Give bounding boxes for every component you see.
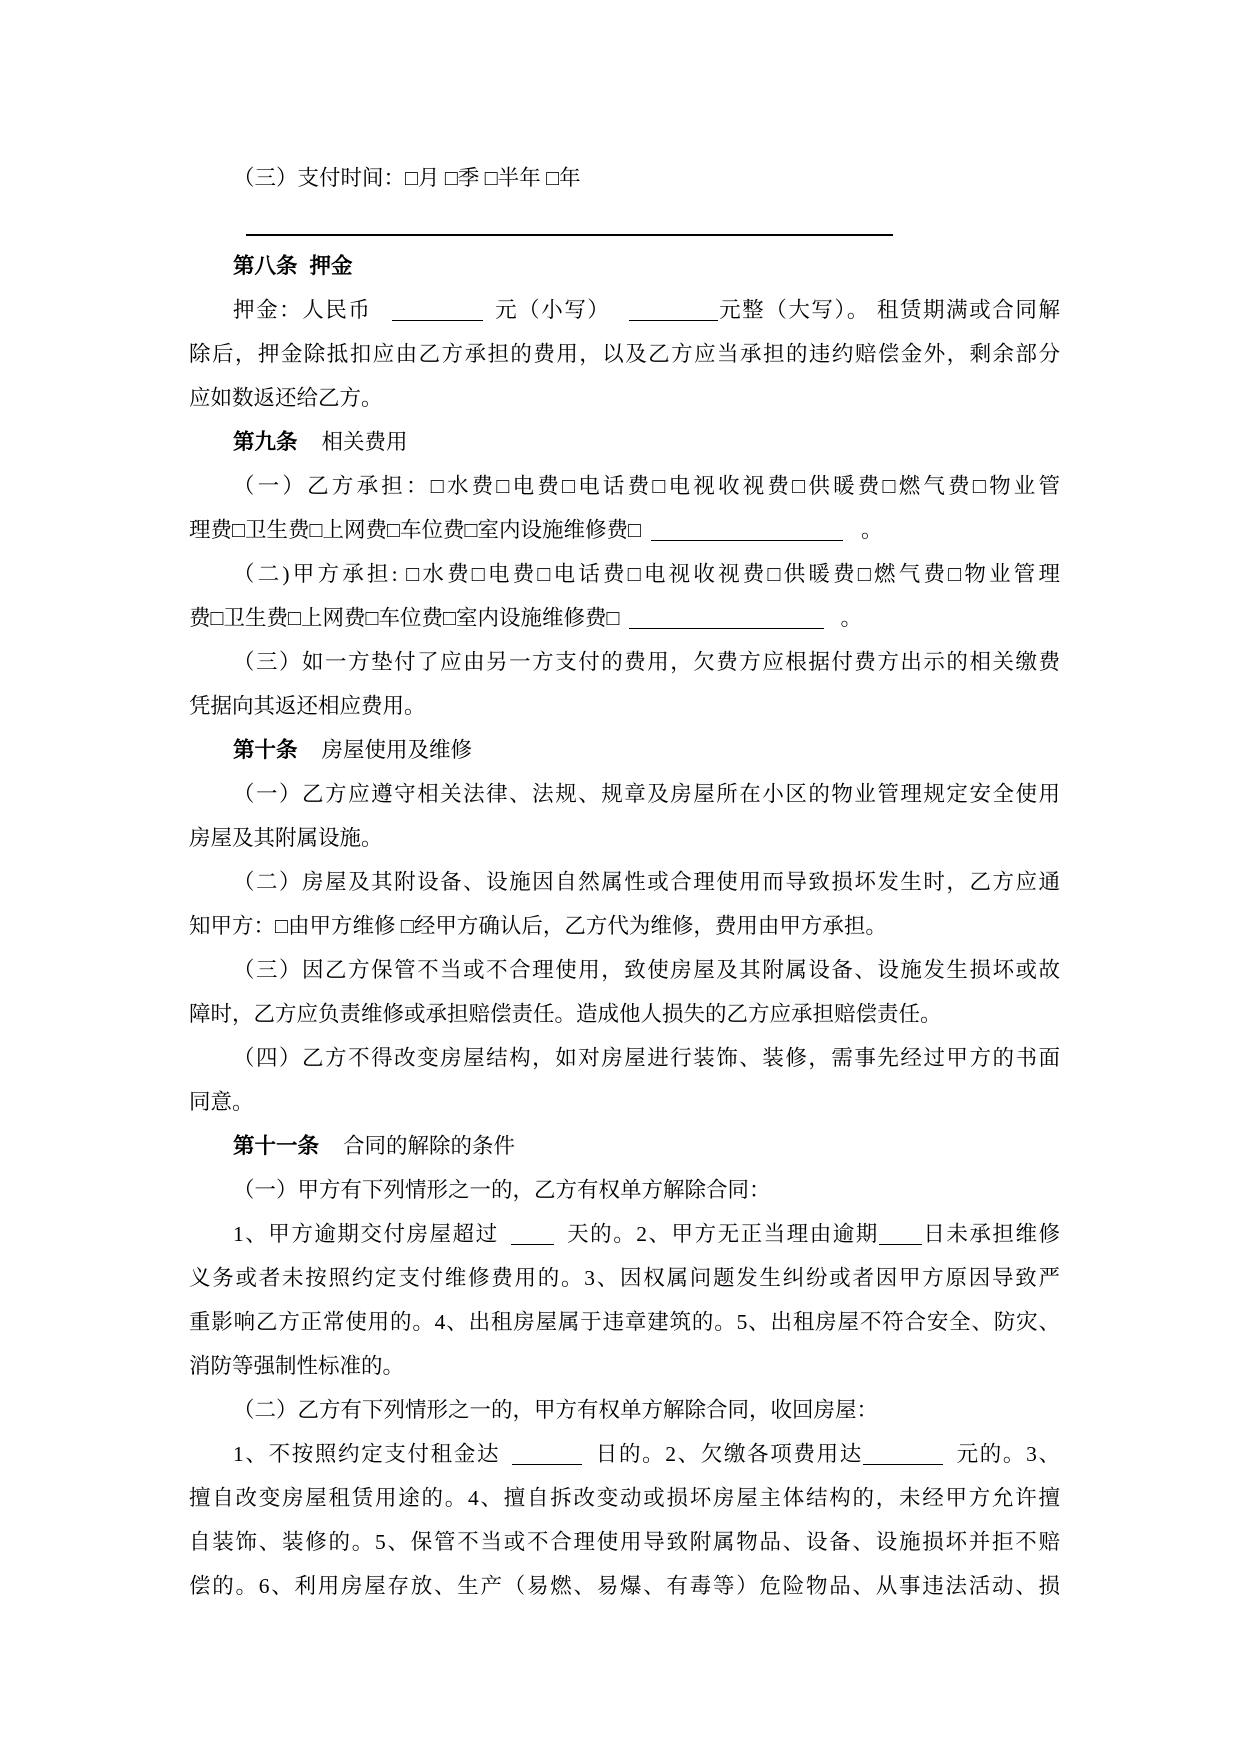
separator-line bbox=[246, 234, 893, 236]
article11-title: 合同的解除的条件 bbox=[343, 1134, 516, 1158]
article9-clause2-line: （二)甲方承担: □水费□电费□电话费□电视收视费□供暖费□燃气费□物业管理 bbox=[233, 562, 1060, 586]
article10-clause2-line: （二）房屋及其附设备、设施因自然属性或合理使用而导致损坏发生时，乙方应通 bbox=[233, 870, 1060, 894]
article9-title: 相关费用 bbox=[321, 430, 408, 454]
article11-clause2-line: 自装饰、装修的。5、保管不当或不合理使用导致附属物品、设备、设施损坏并拒不赔 bbox=[189, 1530, 1060, 1554]
article11-clause2-line: 偿的。6、利用房屋存放、生产（易燃、易爆、有毒等）危险物品、从事违法活动、损 bbox=[189, 1574, 1060, 1598]
clause2-item-part2: 日的。2、欠缴各项费用达 bbox=[594, 1442, 863, 1466]
clause2-item-part1: 1、不按照约定支付租金达 bbox=[233, 1442, 501, 1466]
article8-heading bbox=[189, 244, 1060, 288]
article10-clause4-line: 同意。 bbox=[189, 1090, 254, 1114]
article9-heading bbox=[189, 420, 1060, 464]
article9-clause2-line bbox=[189, 596, 1060, 640]
article9-clause1-text: 理费□卫生费□上网费□车位费□室内设施维修费□ bbox=[189, 518, 641, 542]
article9-clause1-line bbox=[189, 508, 1060, 552]
document-page bbox=[189, 156, 1060, 1608]
article11-clause1-line: 义务或者未按照约定支付维修费用的。3、因权属问题发生纠纷或者因甲方原因导致严 bbox=[189, 1266, 1060, 1290]
article11-heading bbox=[189, 1124, 1060, 1168]
deposit-lowercase-blank bbox=[392, 300, 483, 321]
article10-clause2-line: 知甲方：□由甲方维修 □经甲方确认后，乙方代为维修，费用由甲方承担。 bbox=[189, 914, 887, 938]
article8-number: 第八条 bbox=[233, 254, 298, 278]
article9-clause1-end: 。 bbox=[860, 518, 883, 542]
article10-clause1-line: 房屋及其附属设施。 bbox=[189, 826, 383, 850]
article11-clause2-heading: （二）乙方有下列情形之一的，甲方有权单方解除合同，收回房屋： bbox=[233, 1398, 879, 1422]
landlord-other-fee-blank bbox=[629, 608, 824, 629]
deposit-part3: 元整（大写）。 租赁期满或合同解 bbox=[717, 298, 1060, 322]
clause1-item-part1: 1、甲方逾期交付房屋超过 bbox=[233, 1222, 499, 1246]
tenant-other-fee-blank bbox=[651, 520, 843, 541]
deposit-amount-line bbox=[189, 288, 1060, 332]
article9-clause1-line: （一）乙方承担：□水费□电费□电话费□电视收视费□供暖费□燃气费□物业管 bbox=[233, 474, 1060, 498]
article9-clause2-end: 。 bbox=[840, 606, 862, 630]
overdue-repair-days-blank bbox=[879, 1224, 922, 1245]
article8-line: 应如数返还给乙方。 bbox=[189, 386, 383, 410]
article11-clause1-heading: （一）甲方有下列情形之一的，乙方有权单方解除合同： bbox=[233, 1178, 771, 1202]
article9-clause3-line: （三）如一方垫付了应由另一方支付的费用，欠费方应根据付费方出示的相关缴费 bbox=[233, 650, 1060, 674]
article11-clause1-item-line bbox=[189, 1212, 1060, 1256]
article10-clause4-line: （四）乙方不得改变房屋结构，如对房屋进行装饰、装修，需事先经过甲方的书面 bbox=[233, 1046, 1060, 1070]
article9-clause2-text: 费□卫生费□上网费□车位费□室内设施维修费□ bbox=[189, 606, 620, 630]
article10-title: 房屋使用及维修 bbox=[321, 738, 473, 762]
rent-overdue-days-blank bbox=[512, 1444, 582, 1465]
article10-clause1-line: （一）乙方应遵守相关法律、法规、规章及房屋所在小区的物业管理规定安全使用 bbox=[233, 782, 1060, 806]
article11-clause2-item-line bbox=[189, 1432, 1060, 1476]
deposit-uppercase-blank bbox=[629, 300, 718, 321]
clause1-item-part2: 天的。2、甲方无正当理由逾期 bbox=[565, 1222, 879, 1246]
clause2-item-part3: 元的。3、 bbox=[954, 1442, 1060, 1466]
article9-number: 第九条 bbox=[233, 430, 298, 454]
article10-heading bbox=[189, 728, 1060, 772]
article10-clause3-line: （三）因乙方保管不当或不合理使用，致使房屋及其附属设备、设施发生损坏或故 bbox=[233, 958, 1060, 982]
article11-number: 第十一条 bbox=[233, 1134, 320, 1158]
article8-line: 除后，押金除抵扣应由乙方承担的费用，以及乙方应当承担的违约赔偿金外，剩余部分 bbox=[189, 342, 1060, 366]
article11-clause1-line: 消防等强制性标准的。 bbox=[189, 1354, 405, 1378]
article10-clause3-line: 障时，乙方应负责维修或承担赔偿责任。造成他人损失的乙方应承担赔偿责任。 bbox=[189, 1002, 942, 1026]
article8-title: 押金 bbox=[309, 254, 353, 278]
deposit-part2: 元（小写） bbox=[493, 298, 611, 322]
article10-number: 第十条 bbox=[233, 738, 298, 762]
overdue-delivery-days-blank bbox=[511, 1224, 554, 1245]
article9-clause3-line: 凭据向其返还相应费用。 bbox=[189, 694, 426, 718]
unpaid-fees-amount-blank bbox=[863, 1444, 943, 1465]
article11-clause2-line: 擅自改变房屋租赁用途的。4、擅自拆改变动或损坏房屋主体结构的，未经甲方允许擅 bbox=[189, 1486, 1060, 1510]
separator-row bbox=[189, 200, 1060, 244]
article11-clause1-line: 重影响乙方正常使用的。4、出租房屋属于违章建筑的。5、出租房屋不符合安全、防灾、 bbox=[189, 1310, 1060, 1334]
deposit-part1: 押金：人民币 bbox=[233, 298, 372, 322]
payment-time-line: （三）支付时间：□月 □季 □半年 □年 bbox=[233, 166, 581, 190]
clause1-item-part3: 日未承担维修 bbox=[921, 1222, 1060, 1246]
